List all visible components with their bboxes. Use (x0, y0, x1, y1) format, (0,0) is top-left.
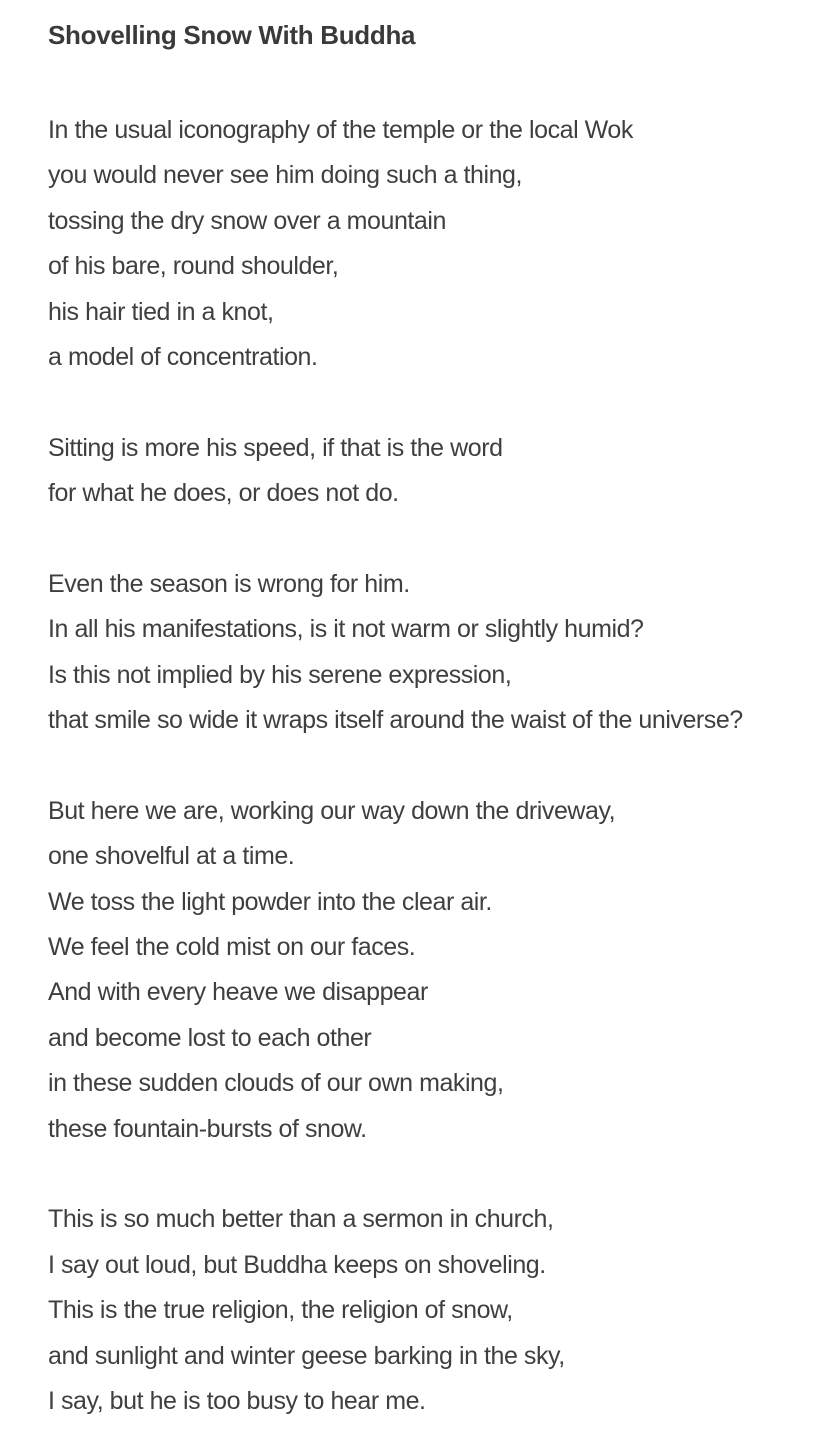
poem-line: his hair tied in a knot, (48, 297, 274, 326)
poem-line: for what he does, or does not do. (48, 479, 399, 508)
stanza-1 (48, 108, 828, 380)
poem-line: and become lost to each other (48, 1023, 372, 1052)
poem-line: Even the season is wrong for him. (48, 569, 410, 598)
poem-line: of his bare, round shoulder, (48, 252, 339, 281)
poem-line: tossing the dry snow over a mountain (48, 206, 446, 235)
poem-line: I say, but he is too busy to hear me. (48, 1386, 426, 1415)
stanza-2 (48, 426, 828, 517)
stanza-break (48, 380, 828, 425)
poem-line: We toss the light powder into the clear air. (48, 887, 492, 916)
poem-line: in these sudden clouds of our own making, (48, 1069, 504, 1098)
poem-line: you would never see him doing such a thing, (48, 161, 523, 190)
spacer (48, 53, 828, 108)
stanza-break (48, 743, 828, 788)
poem-line: And with every heave we disappear (48, 978, 428, 1007)
stanza-5 (48, 1197, 828, 1424)
poem-line: In all his manifestations, is it not warm or slightly humid? (48, 615, 644, 644)
stanza-4 (48, 789, 828, 1152)
stanza-break (48, 1152, 828, 1197)
poem-line: one shovelful at a time. (48, 842, 295, 871)
stanza-break (48, 517, 828, 562)
poem-line: This is so much better than a sermon in church, (48, 1205, 554, 1234)
poem-line: a model of concentration. (48, 342, 318, 371)
poem-line: We feel the cold mist on our faces. (48, 933, 416, 962)
poem-line: This is the true religion, the religion of snow, (48, 1296, 513, 1325)
stanza-3 (48, 562, 828, 744)
poem-line: these fountain-bursts of snow. (48, 1114, 367, 1143)
poem-line: and sunlight and winter geese barking in the sky, (48, 1341, 565, 1370)
poem-line: In the usual iconography of the temple or the local Wok (48, 116, 633, 144)
poem-line: Is this not implied by his serene expression, (48, 660, 512, 689)
poem-title: Shovelling Snow With Buddha (48, 20, 416, 50)
poem-line: But here we are, working our way down the driveway, (48, 796, 616, 825)
poem-line: I say out loud, but Buddha keeps on shoveling. (48, 1250, 546, 1279)
poem-line: Sitting is more his speed, if that is the word (48, 433, 503, 462)
poem-line: that smile so wide it wraps itself around the waist of the universe? (48, 706, 743, 735)
poem (48, 17, 828, 1424)
